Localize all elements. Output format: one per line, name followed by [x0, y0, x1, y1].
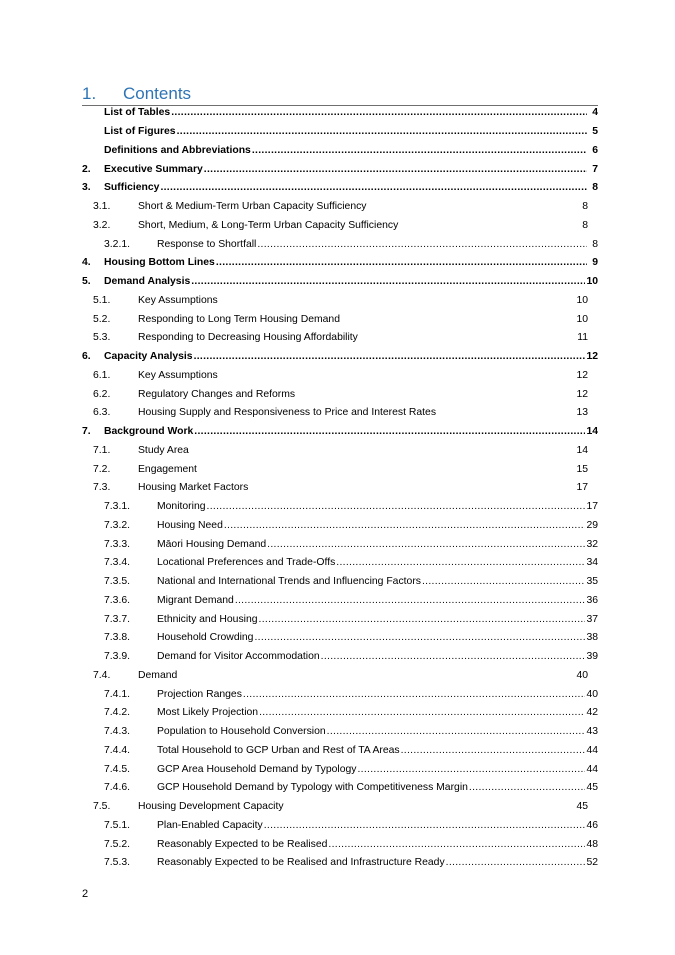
toc-entry[interactable] [82, 123, 598, 142]
toc-entry-number: 7.3. [93, 482, 111, 494]
dot-leader [328, 839, 585, 851]
dot-leader [357, 764, 585, 776]
toc-entry-number: 7.5.2. [104, 838, 130, 850]
toc-entry-title: National and International Trends and Influencing Factors [157, 576, 421, 588]
page-number: 2 [82, 888, 89, 900]
toc-entry[interactable] [82, 254, 598, 273]
toc-entry[interactable] [82, 160, 598, 179]
toc-entry-page: 39 [586, 651, 598, 663]
toc-entry-title: Ethnicity and Housing [157, 613, 258, 625]
dot-leader [224, 520, 586, 532]
toc-entry-page: 6 [592, 144, 598, 156]
toc-entry-page: 14 [576, 444, 588, 456]
toc-entry-page: 40 [576, 669, 588, 681]
toc-entry-page: 36 [586, 594, 598, 606]
toc-entry-number: 7.1. [93, 444, 111, 456]
toc-entry-page: 12 [576, 388, 588, 400]
toc-entry-title: Demand [138, 669, 178, 681]
toc-entry-number: 7.4.2. [104, 707, 130, 719]
toc-entry[interactable] [82, 760, 598, 779]
toc-entry-page: 13 [576, 407, 588, 419]
dot-leader [321, 651, 586, 663]
toc-entry-title: Reasonably Expected to be Realised [157, 838, 328, 850]
toc-entry[interactable] [82, 217, 598, 236]
dot-leader [207, 501, 586, 513]
toc-entry-title: GCP Household Demand by Typology with Competitiveness Margin [157, 782, 468, 794]
dot-leader [257, 239, 587, 251]
toc-entry[interactable] [82, 385, 598, 404]
toc-entry-page: 52 [586, 857, 598, 869]
toc-entry[interactable] [82, 854, 598, 873]
toc-entry[interactable] [82, 460, 598, 479]
toc-entry-number: 7.3.4. [104, 557, 130, 569]
dot-leader [252, 145, 587, 157]
toc-entry-title: Short & Medium-Term Urban Capacity Sufficiency [138, 201, 367, 213]
dot-leader [235, 595, 586, 607]
toc-entry-number: 7.2. [93, 463, 111, 475]
toc-entry-title: Capacity Analysis [104, 351, 193, 363]
toc-entry-page: 35 [586, 576, 598, 588]
toc-entry-number: 7.3.7. [104, 613, 130, 625]
toc-entry[interactable] [82, 535, 598, 554]
toc-entry-page: 37 [586, 613, 598, 625]
toc-entry-page: 14 [586, 426, 598, 438]
toc-entry-number: 3.2.1. [104, 238, 130, 250]
dot-leader [446, 857, 586, 869]
toc-entry[interactable] [82, 742, 598, 761]
toc-entry-title: Plan-Enabled Capacity [157, 819, 263, 831]
toc-entry[interactable] [82, 179, 598, 198]
toc-entry-number: 7.3.1. [104, 501, 130, 513]
toc-entry-title: Demand for Visitor Accommodation [157, 651, 320, 663]
toc-entry[interactable] [82, 817, 598, 836]
dot-leader [469, 782, 586, 794]
toc-entry-page: 43 [586, 726, 598, 738]
toc-entry-page: 5 [592, 126, 598, 138]
heading-title: Contents [123, 84, 192, 103]
toc-entry[interactable] [82, 442, 598, 461]
toc-entry-number: 7.4. [93, 669, 111, 681]
toc-entry-page: 45 [576, 801, 588, 813]
toc-entry-number: 7.4.4. [104, 744, 130, 756]
dot-leader [401, 745, 586, 757]
toc-entry-number: 6. [82, 351, 91, 363]
dot-leader [216, 257, 587, 269]
toc-entry[interactable] [82, 667, 598, 686]
toc-entry[interactable] [82, 648, 598, 667]
toc-entry-title: Migrant Demand [157, 594, 234, 606]
toc-entry-title: Executive Summary [104, 163, 203, 175]
toc-entry[interactable] [82, 779, 598, 798]
dot-leader [160, 182, 587, 194]
toc-entry[interactable] [82, 329, 598, 348]
toc-entry[interactable] [82, 610, 598, 629]
toc-entry-title: Housing Development Capacity [138, 801, 284, 813]
toc-entry-number: 3. [82, 182, 91, 194]
toc-entry-title: Definitions and Abbreviations [104, 144, 251, 156]
toc-entry-number: 6.1. [93, 369, 111, 381]
toc-entry-number: 7.4.1. [104, 688, 130, 700]
toc-entry[interactable] [82, 517, 598, 536]
toc-entry-page: 45 [586, 782, 598, 794]
toc-entry-number: 7.5.1. [104, 819, 130, 831]
toc-entry-number: 7.4.5. [104, 763, 130, 775]
toc-entry-page: 15 [576, 463, 588, 475]
toc-entry-page: 40 [586, 688, 598, 700]
dot-leader [194, 351, 586, 363]
toc-entry-number: 7.3.8. [104, 632, 130, 644]
toc-entry-number: 7.4.3. [104, 726, 130, 738]
toc-entry-title: Projection Ranges [157, 688, 242, 700]
toc-entry[interactable] [82, 498, 598, 517]
toc-entry-title: Short, Medium, & Long-Term Urban Capacity Sufficiency [138, 219, 399, 231]
toc-entry[interactable] [82, 835, 598, 854]
dot-leader [327, 726, 586, 738]
toc-entry-number: 7. [82, 426, 91, 438]
toc-entry-number: 3.1. [93, 201, 111, 213]
toc-entry-page: 29 [586, 519, 598, 531]
toc-entry-title: List of Tables [104, 107, 171, 119]
toc-entry[interactable] [82, 423, 598, 442]
toc-entry-page: 8 [582, 219, 588, 231]
toc-entry-page: 12 [576, 369, 588, 381]
toc-entry-page: 11 [577, 332, 588, 344]
toc-entry-page: 7 [592, 163, 598, 175]
toc-entry-page: 12 [586, 351, 598, 363]
toc-entry-title: GCP Area Household Demand by Typology [157, 763, 357, 775]
dot-leader [267, 539, 585, 551]
toc-entry[interactable] [82, 348, 598, 367]
toc-entry-number: 4. [82, 257, 91, 269]
toc-entry[interactable] [82, 554, 598, 573]
toc-entry[interactable] [82, 292, 598, 311]
toc-entry-title: Reasonably Expected to be Realised and Infrastructure Ready [157, 857, 445, 869]
toc-entry-page: 8 [592, 238, 598, 250]
toc-entry-title: Responding to Decreasing Housing Affordability [138, 332, 358, 344]
toc-entry-number: 7.3.9. [104, 651, 130, 663]
toc-entry[interactable] [82, 798, 598, 817]
dot-leader [336, 557, 585, 569]
toc-entry-title: Regulatory Changes and Reforms [138, 388, 296, 400]
dot-leader [171, 107, 587, 119]
toc-entry-title: Locational Preferences and Trade-Offs [157, 557, 336, 569]
toc-entry-page: 44 [586, 763, 598, 775]
toc-entry-number: 6.2. [93, 388, 111, 400]
heading-number: 1. [82, 84, 97, 103]
toc-entry-title: Population to Household Conversion [157, 726, 326, 738]
toc-entry-page: 8 [592, 182, 598, 194]
toc-entry[interactable] [82, 235, 598, 254]
toc-entry-title: Housing Market Factors [138, 482, 249, 494]
toc-entry-title: Study Area [138, 444, 189, 456]
toc-entry-title: Monitoring [157, 501, 206, 513]
toc-entry-title: Housing Bottom Lines [104, 257, 215, 269]
toc-entry-title: Total Household to GCP Urban and Rest of TA Areas [157, 744, 400, 756]
toc-entry-page: 48 [586, 838, 598, 850]
toc-entry[interactable] [82, 273, 598, 292]
toc-entry-page: 9 [592, 257, 598, 269]
toc-entry-title: Key Assumptions [138, 294, 218, 306]
toc-entry[interactable] [82, 629, 598, 648]
toc-entry[interactable] [82, 198, 598, 217]
dot-leader [191, 276, 585, 288]
toc-entry-number: 6.3. [93, 407, 111, 419]
toc-entry-page: 38 [586, 632, 598, 644]
toc-entry[interactable] [82, 723, 598, 742]
toc-entry-title: Engagement [138, 463, 197, 475]
toc-entry-title: Most Likely Projection [157, 707, 259, 719]
toc-entry-title: Housing Need [157, 519, 223, 531]
dot-leader [254, 632, 585, 644]
toc-entry-page: 10 [576, 313, 588, 325]
toc-entry-title: Demand Analysis [104, 276, 191, 288]
toc-entry-page: 42 [586, 707, 598, 719]
toc-entry-page: 4 [592, 107, 598, 119]
toc-entry[interactable] [82, 104, 598, 123]
toc-entry-title: Responding to Long Term Housing Demand [138, 313, 340, 325]
toc-entry-page: 44 [586, 744, 598, 756]
toc-entry-title: List of Figures [104, 126, 176, 138]
toc-entry[interactable] [82, 142, 598, 161]
toc-entry[interactable] [82, 685, 598, 704]
toc-entry[interactable] [82, 404, 598, 423]
toc-entry-title: Background Work [104, 426, 194, 438]
toc-entry-page: 10 [586, 276, 598, 288]
toc-entry-number: 5.2. [93, 313, 111, 325]
dot-leader [259, 707, 585, 719]
toc-entry[interactable] [82, 479, 598, 498]
dot-leader [177, 126, 587, 138]
toc-entry-number: 5.3. [93, 332, 111, 344]
dot-leader [204, 164, 587, 176]
dot-leader [422, 576, 585, 588]
toc-entry-page: 34 [586, 557, 598, 569]
dot-leader [194, 426, 585, 438]
toc-entry-number: 2. [82, 163, 91, 175]
toc-entry[interactable] [82, 704, 598, 723]
toc-entry-title: Response to Shortfall [157, 238, 257, 250]
toc-entry-number: 7.3.6. [104, 594, 130, 606]
toc-entry-page: 32 [586, 538, 598, 550]
toc-entry[interactable] [82, 573, 598, 592]
toc-entry-title: Key Assumptions [138, 369, 218, 381]
toc-entry[interactable] [82, 367, 598, 386]
toc-entry[interactable] [82, 310, 598, 329]
toc-entry-title: Māori Housing Demand [157, 538, 267, 550]
toc-entry-number: 7.3.3. [104, 538, 130, 550]
dot-leader [264, 820, 586, 832]
toc-entry-number: 5.1. [93, 294, 111, 306]
table-of-contents [82, 104, 598, 873]
toc-entry-number: 3.2. [93, 219, 111, 231]
toc-entry-title: Household Crowding [157, 632, 254, 644]
dot-leader [243, 689, 586, 701]
toc-entry-number: 7.4.6. [104, 782, 130, 794]
toc-entry-number: 7.3.5. [104, 576, 130, 588]
toc-entry-page: 8 [582, 201, 588, 213]
toc-entry-number: 5. [82, 276, 91, 288]
toc-entry[interactable] [82, 592, 598, 611]
toc-entry-page: 17 [576, 482, 588, 494]
dot-leader [259, 614, 586, 626]
toc-entry-number: 7.5.3. [104, 857, 130, 869]
toc-entry-page: 10 [576, 294, 588, 306]
toc-entry-number: 7.5. [93, 801, 111, 813]
contents-heading [82, 82, 598, 106]
toc-entry-title: Sufficiency [104, 182, 160, 194]
toc-entry-page: 46 [586, 819, 598, 831]
toc-entry-page: 17 [586, 501, 598, 513]
toc-entry-title: Housing Supply and Responsiveness to Price and Interest Rates [138, 407, 437, 419]
toc-entry-number: 7.3.2. [104, 519, 130, 531]
